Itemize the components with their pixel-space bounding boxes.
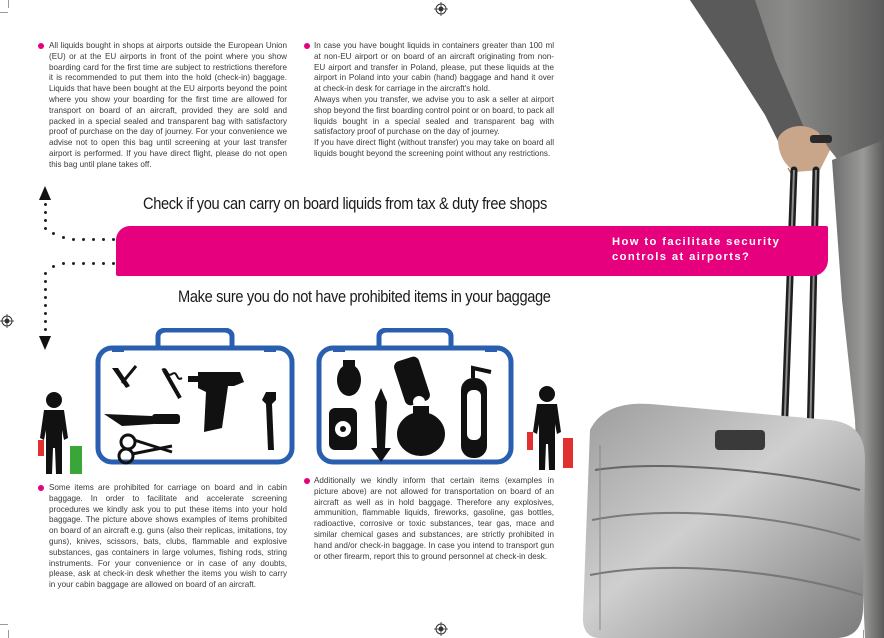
person-with-red-bag-icon [527, 386, 575, 472]
liquids-seller-text: Always when you transfer, we advise you to ask a seller at airport shop beyond the first boarding control point or on board, to pack all liquids bought in a special sealed and transparent bag with satisfactory proof of purchase on the day of journey. [314, 94, 554, 137]
traveler-suitcase-photo [580, 0, 884, 638]
liquids-eu-paragraph [49, 41, 287, 171]
registration-mark-left [0, 314, 14, 328]
hold-prohibited-paragraph [314, 476, 554, 562]
bullet [304, 478, 310, 484]
cabin-prohibited-case-illustration [92, 328, 298, 468]
crop-mark [0, 624, 8, 625]
hold-prohibited-text: Additionally we kindly inform that certain items (examples in picture above) are not allowed for transportation on board of an aircraft as well as in hold baggage. Therefore any explosives, ammunition, flammable liquids, fireworks, gasoline, gas bottles, radioactive, corrosive or toxic substances, tear gas, mace and similar chemical gases and substances, are strictly prohibited in hand and/or check-in baggage. In case you intend to transport gun or other firearm, report this to ground personnel at check-in desk. [314, 476, 554, 561]
banner-line-2: controls at airports? [612, 250, 751, 263]
heading-prohibited: Make sure you do not have prohibited items in your baggage [178, 287, 551, 306]
banner-line-1: How to facilitate security [612, 236, 781, 248]
bullet [38, 485, 44, 491]
banner-text [612, 235, 780, 264]
crop-mark [8, 630, 9, 638]
registration-mark-top [434, 2, 448, 16]
cabin-prohibited-paragraph [49, 483, 287, 591]
hold-prohibited-case-illustration [315, 328, 515, 468]
arrow-up-icon [39, 186, 51, 200]
cabin-prohibited-text: Some items are prohibited for carriage on board and in cabin baggage. In order to facilitate and accelerate screening procedures we kindly ask you to put these items into your hold baggage. The picture above shows examples of items prohibited on board of an aircraft e.g. guns (also their replicas, imitations, toy guns), knives, scissors, bats, clubs, flammable and explosive substances, gas containers in large volumes, fishing rods, string instruments. For your convenience or in case of any doubts, please, ask at check-in desk whether the items you wish to carry in your cabin baggage are allowed on board of an aircraft. [49, 483, 287, 590]
bullet [304, 43, 310, 49]
heading-liquids: Check if you can carry on board liquids from tax & duty free shops [143, 194, 547, 213]
liquids-transfer-paragraph [314, 41, 554, 160]
crop-mark [0, 12, 8, 13]
crop-mark [8, 0, 9, 8]
registration-mark-bottom [434, 622, 448, 636]
liquids-eu-text: All liquids bought in shops at airports outside the European Union (EU) or at the EU airports in front of the point where you show boarding card for the first time are subject to restrictions therefore it is recommended to put them into the hold (check-in) baggage. Liquids that have been bought at the EU airports beyond the point where you show your boarding for the first time are allowed for transport on board of an aircraft, provided they are sold and packed in a special sealed and transparent bag with satisfactory proof of purchase on the day of journey. For your convenience we advise not to open this bag until screening at your last transfer airport is performed. If you have direct flight, please do not open this bag until plane takes off. [49, 41, 287, 169]
arrow-down-icon [39, 336, 51, 350]
bullet [38, 43, 44, 49]
liquids-direct-flight-text: If you have direct flight (without transfer) you may take on board all liquids bought beyond the screening point without any restrictions. [314, 138, 554, 158]
person-with-green-bag-icon [38, 392, 84, 476]
liquids-transfer-text: In case you have bought liquids in containers greater than 100 ml at non-EU airport or on board of an aircraft originating from non-EU airport and transfer in Poland, please, put these liquids at the airport in Poland into your cabin (hand) baggage and hand it over at check-in desk for carriage in the aircraft's hold. [314, 41, 554, 94]
